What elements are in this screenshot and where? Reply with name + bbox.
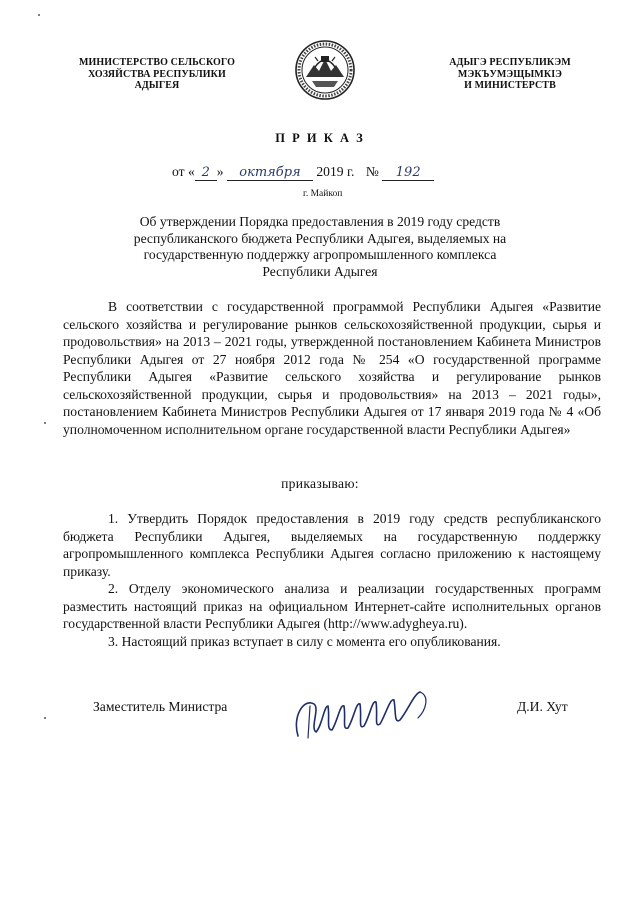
preamble-paragraph: В соответствии с государственной программой Республики Адыгея «Развитие сельского хозяйства и регулирование рынков сельскохозяйственной продукции, сырья и продовольствия» на 2013 – 2021 годы, утвержденной постановлением Кабинета Министров Республики Адыгея от 27 ноября 2012 года № 254 «О государственной программе Республики Адыгея «Развитие сельского хозяйства и регулирование рынков сельскохозяйственной продукции, сырья и продовольствия» на 2013 – 2021 годы», постановлением Кабинета Министров Республики Адыгея от 17 января 2019 года № 4 «Об уполномоченном исполнительном органе государственной власти Республики Адыгея» [63,299,601,437]
coat-of-arms-icon [294,39,356,101]
date-prefix: от « [172,164,195,179]
scan-speck [38,14,40,16]
ministry-name-ady [425,57,595,92]
signer-name: Д.И. Хут [517,699,568,714]
ministry-name-ru [62,57,252,92]
signer-position: Заместитель Министра [93,699,228,714]
ministry-line: МЭКЪУМЭЩЫМКIЭ [457,68,563,80]
order-title: П Р И К А З [275,131,365,145]
ministry-line: АДЫГЕЯ [134,80,180,91]
order-item: 3. Настоящий приказ вступает в силу с момента его опубликования. [108,633,501,649]
subject-line: Об утверждении Порядка предоставления в 2019 году средств [139,214,501,229]
order-word: приказываю: [281,476,359,491]
subject-line: республиканского бюджета Республики Адыгея, выделяемых на [133,230,507,246]
order-items [63,510,601,650]
order-subject [100,214,540,280]
scan-speck [44,717,46,719]
ministry-line: АДЫГЭ РЕСПУБЛИКЭМ [449,57,571,68]
city: г. Майкоп [303,189,343,199]
handwritten-signature-icon [290,676,460,746]
scan-speck [44,422,46,424]
date-mid: » [216,164,224,179]
ministry-line: ХОЗЯЙСТВА РЕСПУБЛИКИ [88,68,226,80]
order-date-line [172,164,472,181]
order-item: 1. Утвердить Порядок предоставления в 2019 году средств республиканского бюджета Республики Адыгея, выделяемых на государственную поддержку агропромышленного комплекса Республики Адыгея согласно приложению к настоящему приказу. [63,511,601,579]
date-year: 2019 г. [316,164,355,179]
subject-line: Республики Адыгея [262,263,378,279]
number-label: № [365,164,379,179]
date-day: 2 [195,165,217,181]
order-item: 2. Отделу экономического анализа и реализации государственных программ разместить настоящий приказ на официальном Интернет-сайте исполнительных органов государственной власти Республики Адыгея (http://www.adygheya.ru). [63,581,601,631]
ministry-line: МИНИСТЕРСТВО СЕЛЬСКОГО [78,57,236,68]
subject-line: государственную поддержку агропромышленного комплекса [143,247,497,262]
date-month: октября [227,165,313,181]
ministry-line: И МИНИСТЕРСТВ [464,80,556,91]
order-number: 192 [382,165,434,181]
